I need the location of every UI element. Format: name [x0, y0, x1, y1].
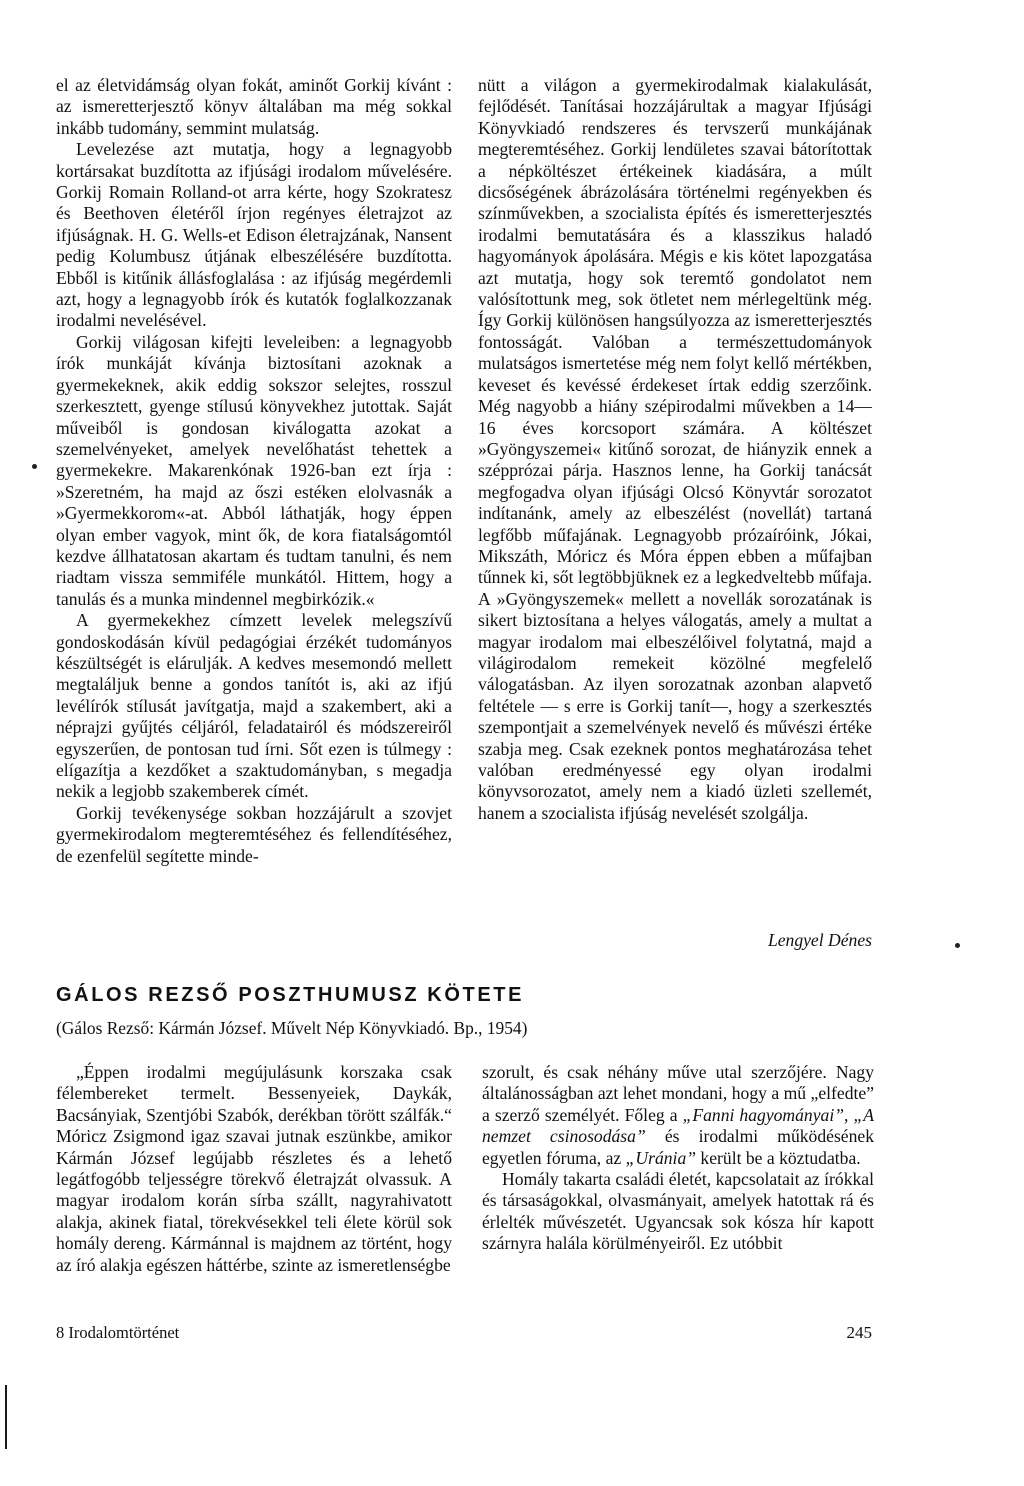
text-run: és irodalmi működésének egyetlen fóruma, az: [482, 1126, 875, 1168]
right-column-top: [478, 75, 872, 824]
paragraph: Gorkij világosan kifejti leveleiben: a legnagyobb írók munkáját kívánja biztosítani azoknak a gyermekeknek, akik eddig sokszor selejtes, rosszul szerkesztett, gyenge stílusú könyvekhez jutottak. Saját műveiből is gondosan kiválogatta azokat a szemelvényeket, amelyek nevelőhatást tehettek a gyermekekre. Makarenkónak 1926-ban ezt írja : »Szeretném, ha majd az őszi estéken elolvasnák a »Gyermekkorom«-at. Abból láthatják, hogy éppen olyan ember vagyok, mint ők, de kora fiatalságomtól kezdve állhatatosan akartam és tudtam tanulni, és nem riadtam vissza semmiféle munkától. Hittem, hogy a tanulás és a munka mindennel megbirkózik.«: [56, 331, 452, 609]
book-reference: (Gálos Rezső: Kármán József. Művelt Nép Könyvkiadó. Bp., 1954): [56, 1018, 528, 1038]
margin-dot: [32, 464, 37, 469]
paragraph-continuation: nütt a világon a gyermekirodalmak kialakulását, fejlődését. Tanításai hozzájárultak a magyar Ifjúsági Könyvkiadó rendszeres és tervszerű munkájának megteremtéséhez. Gorkij lendületes szavai bátorítottak a népköltészet értékeinek kiadására, a múlt dicsőségének ábrázolására történelmi regényekben és színművekben, a szocialista építés és ismeretterjesztés irodalmi bemutatására és a klasszikus haladó hagyományok ápolására. Mégis e kis kötet lapozgatása azt mutatja, hogy sok teremtő gondolatot nem valósítottunk meg, sok ötletet nem mérlegeltünk még. Így Gorkij különösen hangsúlyozza az ismeretterjesztés fontosságát. Valóban a természettudományok mulatságos ismertetése még nem folyt kellő mértékben, keveset és kevéssé érdekeset írtak eddig szerzőink. Még nagyobb a hiány szépirodalmi művekben a 14—16 éves korcsoport számára. A költészet »Gyöngyszemei« kitűnő sorozat, de hiányzik ennek a szépprózai párja. Hasznos lenne, ha Gorkij tanácsát megfogadva olyan ifjúsági Olcsó Könyvtár sorozatot indítanánk, amely az elbeszélést (novellát) tartaná legfőbb műfajának. Legnagyobb prózaíróink, Jókai, Mikszáth, Móricz és Móra éppen ebben a műfajban tűnnek ki, sőt legtöbbjüknek ez a legkedveltebb műfaja. A »Gyöngyszemek« mellett a novellák sorozatának is sikert biztosítana a helyes válogatás, amely a multat a magyar irodalom mai elbeszélőivel folytatná, majd a világirodalom remekeit közölné megfelelő válogatásban. Az ilyen sorozatnak azonban alapvető feltétele — s erre is Gorkij tanít—, hogy a szerkesztés szempontjait a szemelvények nevelő és művészi értéke szabja meg. Csak ezeknek pontos meghatározása tehet valóban eredményessé egy olyan irodalmi könyvsorozatot, amely nem a kiadó üzleti szellemét, hanem a szocialista ifjúság nevelését szolgálja.: [478, 75, 872, 823]
right-column-bottom: [482, 1062, 874, 1255]
text-run: ,: [844, 1104, 854, 1125]
paragraph: Levelezése azt mutatja, hogy a legnagyobb kortársakat buzdította az ifjúsági irodalom művelésére. Gorkij Romain Rolland-ot arra kérte, hogy Szokratesz és Beethoven életéről írjon regényes életrajzot az ifjúságnak. H. G. Wells-et Edison életrajzának, Nansent pedig Kolumbusz útjának elbeszélésére buzdította. Ebből is kitűnik állásfoglalása : az ifjúság megérdemli azt, hogy a legnagyobb írók és kutatók foglalkozzanak irodalmi nevelésével.: [56, 139, 452, 331]
paragraph: Gorkij tevékenysége sokban hozzájárult a szovjet gyermekirodalom megteremtéséhez és fellendítéséhez, de ezenfelül segítette minde-: [56, 802, 452, 866]
paragraph: A gyermekekhez címzett levelek melegszívű gondoskodásán kívül pedagógiai érzékét tudományos készültségét is elárulják. A kedves mesemondó mellett megtaláljuk benne a gondos tanítót is, aki az ifjú levélírók stílusát javítgatja, majd a szakembert, aki a néprajzi gyűjtés céljáról, feladatairól és módszereiről egyszerűen, de pontosan tud írni. Sőt ezen is túlmegy : elígazítja a kezdőket a szaktudományban, s megadja nekik a legjobb szakemberek címét.: [56, 610, 452, 802]
paragraph-continuation: [482, 1062, 874, 1169]
text-run: került be a köztudatba.: [696, 1147, 861, 1168]
left-column-top: [56, 75, 452, 867]
paragraph-continuation: el az életvidámság olyan fokát, aminőt Gorkij kívánt : az ismeretterjesztő könyv általában ma még sokkal inkább tudomány, semmint mulatság.: [56, 75, 452, 138]
section-title: GÁLOS REZSŐ POSZTHUMUSZ KÖTETE: [56, 984, 525, 1006]
work-title: „A nemzet csinosodása”: [482, 1104, 875, 1147]
author-signature: Lengyel Dénes: [767, 930, 872, 950]
paragraph: Homály takarta családi életét, kapcsolatait az írókkal és társaságokkal, olvasmányait, amelyek hatottak rá és érlelték művészetét. Ugyancsak sok kósza hír kapott szárnyra halála körülményeiről. Ez utóbbit: [482, 1169, 874, 1254]
paragraph: „Éppen irodalmi megújulásunk korszaka csak félembereket termelt. Bessenyeiek, Daykák, Bacsányiak, Szentjóbi Szabók, derékban törött szálfák.“ Móricz Zsigmond igaz szavai jutnak eszünkbe, amikor Kármán József legújabb részletes és a lehető legátfogóbb teljességre törekvő életrajzát olvassuk. A magyar irodalom korán sírba szállt, nagyrahivatott alakja, akinek fiatal, törekvésekkel teli élete körül sok homály dereng. Kármánnal is majdnem az történt, hogy az író alakja egészen háttérbe, szinte az ismeretlenségbe: [56, 1062, 452, 1275]
work-title: „Fanni hagyományai”: [682, 1104, 845, 1125]
scan-edge-mark: [5, 1385, 7, 1449]
left-column-bottom: [56, 1062, 452, 1276]
work-title: „Uránia”: [625, 1147, 697, 1168]
text-run: szorult, és csak néhány műve utal szerzőjére. Nagy általánosságban azt lehet mondani, hogy a mű „elfedte” a szerző személyét. Főleg a: [482, 1062, 874, 1125]
margin-dot: [955, 943, 960, 948]
signature-mark: 8 Irodalomtörténet: [56, 1323, 180, 1342]
page-number: 245: [846, 1323, 872, 1342]
